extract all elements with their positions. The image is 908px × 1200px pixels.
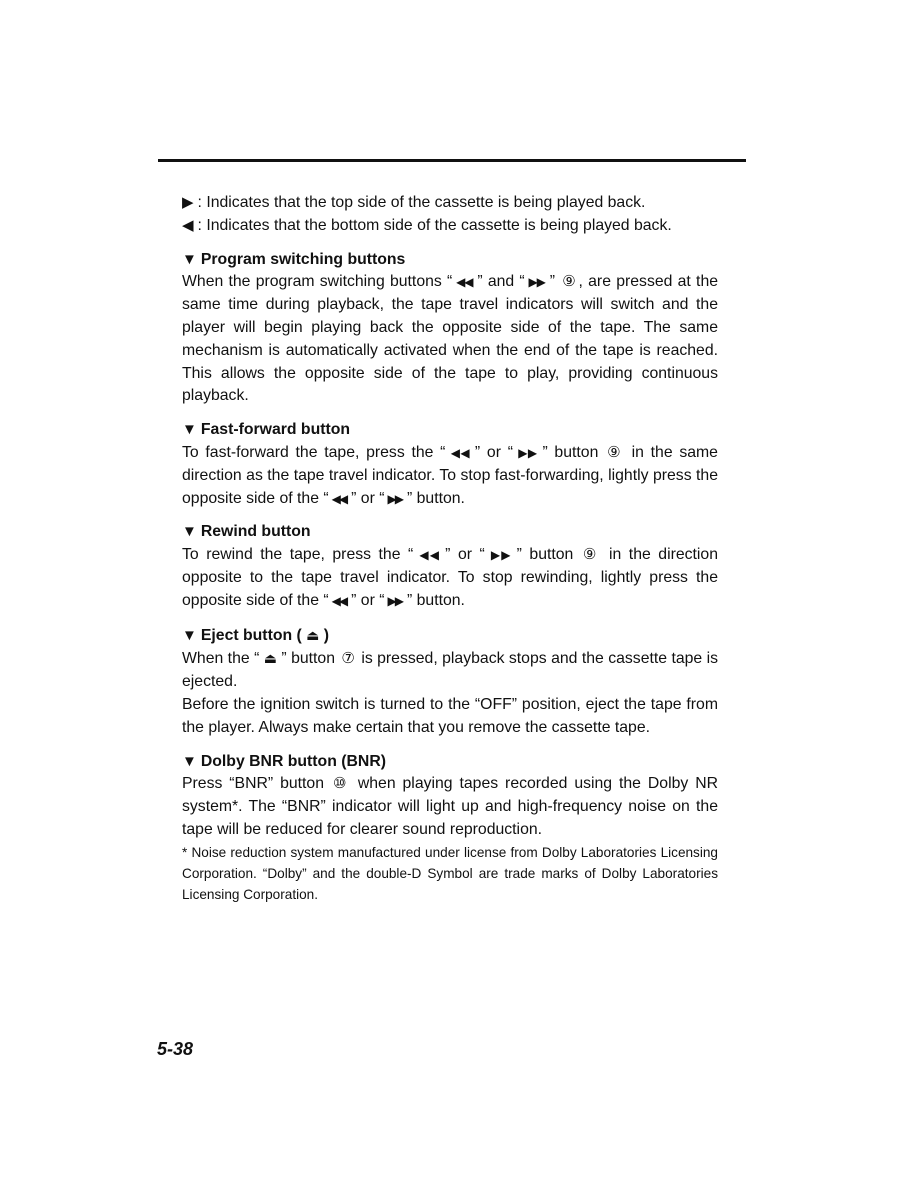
fast-forward-icon: ▶▶ — [387, 491, 402, 506]
heading-text: Eject button ( — [200, 626, 302, 644]
section-heading — [182, 521, 718, 544]
section-body: Before the ignition switch is turned to the “OFF” position, eject the tape from the player. Always make certain that you remove the cassette tape. — [182, 695, 718, 736]
section-heading — [182, 249, 718, 272]
rewind-icon: ◀◀ — [416, 548, 441, 563]
quote: “ — [379, 489, 385, 507]
eject-icon: ⏏ — [263, 650, 277, 667]
quote: ” — [406, 489, 413, 507]
callout-number-7: ⑦ — [341, 650, 355, 668]
quote: “ — [519, 273, 525, 291]
body-text: To fast-forward the tape, press the — [182, 443, 441, 461]
quote: “ — [408, 546, 414, 564]
heading-text: ) — [319, 626, 330, 644]
page-number: 5-38 — [157, 1039, 194, 1059]
indicator-bottom-text: : Indicates that the bottom side of the cassette is being played back. — [197, 216, 672, 234]
rewind-icon: ◀◀ — [448, 445, 470, 460]
quote: ” — [474, 443, 481, 461]
quote: ” — [351, 489, 357, 507]
quote: ” — [477, 273, 483, 291]
body-text: button — [521, 546, 581, 564]
body-text: or — [356, 489, 380, 507]
body-text: button — [547, 443, 606, 461]
body-text: When the program switching buttons — [182, 273, 448, 291]
callout-number-10: ⑩ — [332, 775, 349, 793]
body-text: To rewind the tape, press the — [182, 546, 409, 564]
indicator-top-text: : Indicates that the top side of the cassette is being played back. — [197, 194, 646, 211]
section-body — [182, 773, 718, 841]
quote: ” — [351, 591, 357, 609]
callout-number-9: ⑨ — [582, 546, 600, 564]
body-text: button. — [412, 591, 465, 609]
section-heading — [182, 751, 718, 774]
quote: ” — [516, 546, 522, 564]
quote: “ — [440, 443, 446, 461]
quote: ” — [549, 273, 555, 291]
quote: “ — [323, 591, 329, 609]
section-eject — [182, 624, 718, 740]
quote: “ — [254, 650, 260, 668]
section-rewind — [182, 521, 718, 612]
section-program-switching — [182, 249, 718, 409]
eject-icon: ⏏ — [306, 626, 320, 643]
body-text: Press “BNR” button — [182, 775, 331, 793]
section-fast-forward — [182, 419, 718, 510]
body-text: , are pressed at the same time during playback, the tape travel indicators will switch and the player will begin playing back the opposite side of the tape. The same mechanism is automatically activated when the end of the tape is reached. This allows the opposite side of the tape to play, providing continuous playback. — [182, 273, 719, 405]
heading-text: Fast-forward button — [200, 421, 351, 439]
play-left-icon: ◀ — [182, 216, 194, 234]
header-rule — [158, 159, 746, 162]
body-text: is pressed, playback stops and the cassette tape is ejected. — [182, 650, 719, 691]
body-text: in the direction opposite to the tape travel indicator. To stop rewinding, lightly press the opposite side of the — [182, 546, 718, 609]
quote: “ — [379, 591, 385, 609]
section-heading — [182, 419, 718, 442]
fast-forward-icon: ▶▶ — [527, 275, 545, 290]
fast-forward-icon: ▶▶ — [487, 548, 512, 563]
fast-forward-icon: ▶▶ — [387, 593, 402, 608]
quote: “ — [479, 546, 485, 564]
triangle-down-icon: ▼ — [182, 626, 197, 644]
indicator-bottom — [182, 215, 718, 238]
rewind-icon: ◀◀ — [331, 491, 347, 506]
body-text: or — [480, 443, 508, 461]
quote: ” — [445, 546, 451, 564]
indicator-top — [182, 192, 718, 215]
section-body — [182, 271, 718, 408]
section-heading — [182, 624, 718, 648]
body-text: in the same direction as the tape travel indicator. To stop fast-forwarding, lightly press the opposite side of the — [182, 443, 718, 507]
body-text: button. — [412, 489, 465, 507]
rewind-icon: ◀◀ — [455, 275, 473, 290]
section-body — [182, 544, 718, 612]
quote: ” — [406, 591, 413, 609]
heading-text: Dolby BNR button (BNR) — [200, 752, 386, 770]
quote: “ — [447, 273, 453, 291]
body-text: or — [356, 591, 380, 609]
body-text: when playing tapes recorded using the Dolby NR system*. The “BNR” indicator will light up and high-frequency noise on the tape will be reduced for clearer sound reproduction. — [182, 775, 719, 838]
section-body — [182, 442, 718, 510]
body-text: or — [450, 546, 480, 564]
body-text: When the — [182, 650, 255, 668]
heading-text: Rewind button — [200, 523, 311, 541]
triangle-down-icon: ▼ — [182, 523, 197, 541]
quote: ” — [542, 443, 548, 461]
fast-forward-icon: ▶▶ — [515, 445, 538, 460]
footnote: * Noise reduction system manufactured under license from Dolby Laboratories Licensing Corporation. “Dolby” and the double-D Symbol are trade marks of Dolby Laboratories Licensing Corporation. — [182, 844, 718, 902]
rewind-icon: ◀◀ — [331, 593, 347, 608]
triangle-down-icon: ▼ — [182, 250, 197, 268]
callout-number-9: ⑨ — [562, 273, 577, 291]
section-body — [182, 647, 718, 694]
play-right-icon: ▶ — [182, 194, 194, 211]
heading-text: Program switching buttons — [200, 250, 406, 268]
quote: ” — [281, 650, 287, 668]
quote: “ — [323, 489, 329, 507]
quote: “ — [507, 443, 513, 461]
body-text: and — [482, 273, 520, 291]
triangle-down-icon: ▼ — [182, 421, 197, 439]
page-content — [182, 192, 718, 905]
triangle-down-icon: ▼ — [182, 752, 197, 770]
body-text: button — [286, 650, 340, 668]
callout-number-9: ⑨ — [607, 443, 623, 461]
section-dolby-bnr — [182, 751, 718, 842]
